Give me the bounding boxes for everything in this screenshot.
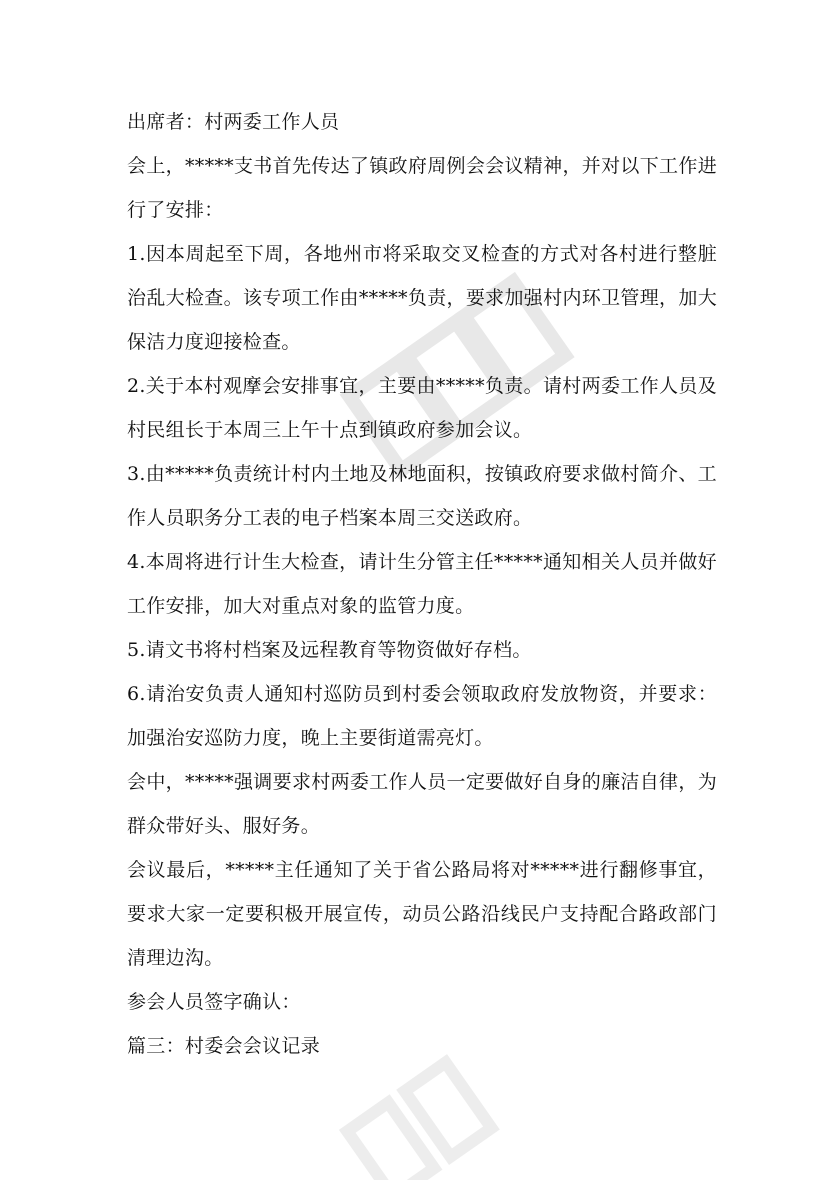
document-body — [127, 100, 717, 1068]
paragraph-item-2: 2.关于本村观摩会安排事宜，主要由*****负责。请村两委工作人员及村民组长于本周三上午十点到镇政府参加会议。 — [127, 375, 717, 441]
paragraph-item-5: 5.请文书将村档案及远程教育等物资做好存档。 — [127, 639, 532, 661]
paragraph-intro: 会上，*****支书首先传达了镇政府周例会会议精神，并对以下工作进行了安排： — [127, 155, 717, 221]
paragraph-item-4: 4.本周将进行计生大检查，请计生分管主任*****通知相关人员并做好工作安排，加大对重点对象的监管力度。 — [127, 551, 717, 617]
paragraph-meeting-middle: 会中，*****强调要求村两委工作人员一定要做好自身的廉洁自律，为群众带好头、服好务。 — [127, 771, 717, 837]
paragraph-meeting-end: 会议最后，*****主任通知了关于省公路局将对*****进行翻修事宜，要求大家一定要积极开展宣传，动员公路沿线民户支持配合路政部门清理边沟。 — [127, 859, 717, 969]
paragraph-item-3: 3.由*****负责统计村内土地及林地面积，按镇政府要求做村简介、工作人员职务分工表的电子档案本周三交送政府。 — [127, 463, 717, 529]
section-heading: 篇三：村委会会议记录 — [127, 1035, 321, 1057]
paragraph-item-1: 1.因本周起至下周，各地州市将采取交叉检查的方式对各村进行整脏治乱大检查。该专项工作由*****负责，要求加强村内环卫管理，加大保洁力度迎接检查。 — [127, 243, 717, 353]
paragraph-item-6: 6.请治安负责人通知村巡防员到村委会领取政府发放物资，并要求：加强治安巡防力度，晚上主要街道需亮灯。 — [127, 683, 717, 749]
paragraph-attendees: 出席者：村两委工作人员 — [127, 111, 340, 133]
paragraph-signature: 参会人员签字确认： — [127, 991, 301, 1013]
